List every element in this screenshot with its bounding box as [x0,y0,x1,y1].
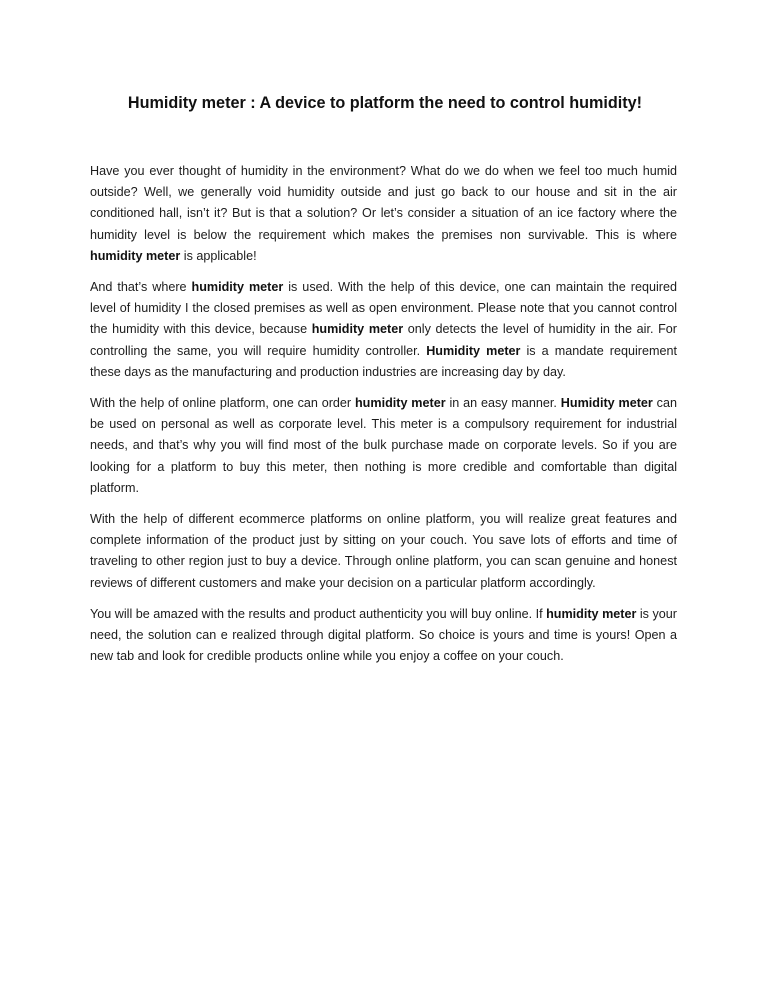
bold-keyword: Humidity meter [426,343,521,358]
paragraph-3 [90,393,677,499]
paragraph-text: You will be amazed with the results and product authenticity you will buy online. If [90,606,547,621]
bold-keyword: humidity meter [311,322,404,337]
paragraph-5 [90,604,677,668]
bold-keyword: humidity meter [354,396,446,411]
paragraph-text: Have you ever thought of humidity in the environment? What do we do when we feel too much humid outside? Well, we generally void humidity outside and just go back to our house and sit in the air conditioned hall, isn’t it? But is that a solution? Or let’s consider a situation of an ice factory where the humidity level is below the requirement which makes the premises non survivable. This is where [90,164,677,242]
paragraph-text: is your need, the solution can e realized through digital platform. So choice is yours and time is yours! Open a new tab and look for credible products online while you enjoy a coffee on your couch. [90,606,677,664]
paragraph-text: is a mandate requirement these days as the manufacturing and production industries are increasing day by day. [90,343,677,379]
paragraph-2 [90,277,677,383]
paragraph-1 [90,161,677,267]
paragraph-text: With the help of online platform, one can order [90,396,355,411]
paragraph-text: in an easy manner. [445,396,561,411]
bold-keyword: Humidity meter [560,396,653,411]
paragraph-text: is used. With the help of this device, one can maintain the required level of humidity I the closed premises as well as open environment. Please note that you cannot control the humidity with this device, because [90,280,677,337]
paragraph-text: only detects the level of humidity in the air. For controlling the same, you will require humidity controller. [90,322,677,358]
document-body [90,161,677,677]
bold-keyword: humidity meter [90,248,181,263]
paragraph-text: is applicable! [180,248,257,263]
bold-keyword: humidity meter [546,606,637,621]
bold-keyword: humidity meter [191,280,284,295]
paragraph-text: And that’s where [90,280,192,295]
paragraph-4 [90,509,677,594]
paragraph-text: can be used on personal as well as corporate level. This meter is a compulsory requirement for industrial needs, and that’s why you will find most of the bulk purchase made on corporate levels. So if you are looking for a platform to buy this meter, then nothing is more credible and comfortable than digital platform. [90,396,677,495]
paragraph-text: With the help of different ecommerce platforms on online platform, you will realize great features and complete information of the product just by sitting on your couch. You save lots of efforts and time of traveling to other region just to buy a device. Through online platform, you can scan genuine and honest reviews of different customers and make your decision on a particular platform accordingly. [90,512,677,590]
document-title: Humidity meter : A device to platform the need to control humidity! [127,94,643,112]
